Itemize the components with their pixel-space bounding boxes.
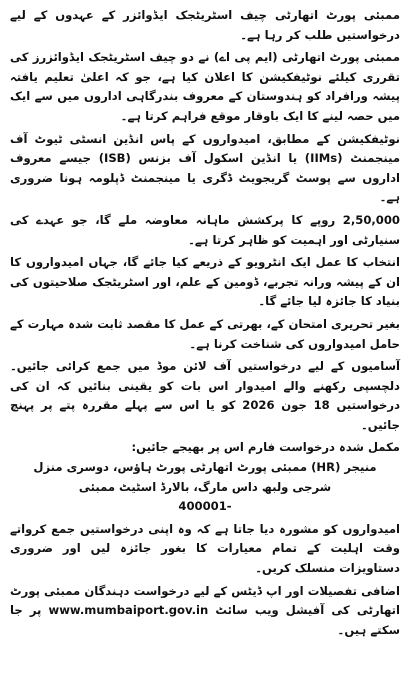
- article-paragraph-offline-mode: آسامیوں کے لیے درخواستیں آف لائن موڈ میں جمع کرائی جائیں۔ دلچسپی رکھنے والے امیدوار اس بات کو یقینی بنائیں کہ ان کی درخواستیں 18 جون 2026 کو یا اس سے پہلے مقررہ پتے پر پہنچ جائیں۔: [10, 359, 401, 432]
- address-line-1: منیجر (HR) ممبئی پورٹ اتھارٹی پورٹ ہاؤس، دوسری منزل: [33, 460, 377, 475]
- article-paragraph-notification: ممبئی پورٹ اتھارٹی (ایم پی اے) نے دو چیف اسٹریٹجک ایڈوائزرز کی تقرری کیلئے نوٹیفکیشن کا اعلان کیا ہے، جو کہ اعلیٰ تعلیم یافتہ پیشہ ورافراد کو ہندوستان کے معروف بندرگاہی اداروں میں سے ایک میں حصہ لینے کا ایک باوقار موقع فراہم کرتا ہے۔: [10, 50, 400, 123]
- address-line-2: شرجی ولبھ داس مارگ، بالارڈ اسٹیٹ ممبئی: [78, 479, 332, 494]
- article-paragraph-website: اضافی تفصیلات اور اپ ڈیٹس کے لیے درخواست دہندگان ممبئی پورٹ اتھارٹی کی آفیشل ویب سائٹ www.mumbaiport.gov.in پر جا سکتے ہیں۔: [10, 583, 400, 637]
- article-paragraph-no-exam: بغیر تحریری امتحان کے، بھرتی کے عمل کا مقصد ثابت شدہ مہارت کے حامل امیدواروں کی شناخت کرنا ہے۔: [10, 316, 400, 351]
- article-paragraph-salary: 2,50,000 روپے کا پرکشش ماہانہ معاوضہ ملے گا، جو عہدے کی سنیارٹی اور اہمیت کو ظاہر کرتا ہے۔: [10, 212, 400, 247]
- article-paragraph-selection: انتخاب کا عمل ایک انٹرویو کے ذریعے کیا جائے گا، جہاں امیدواروں کا ان کے پیشہ ورانہ تجربے، ڈومین کے علم، اور اسٹریٹجک صلاحیتوں کی بنیاد کا جائزہ لیا جائے گا۔: [10, 255, 400, 309]
- mailing-address-block: [10, 438, 400, 516]
- article-paragraph-advice: امیدواروں کو مشورہ دیا جاتا ہے کہ وہ اپنی درخواستیں جمع کرواتے وقت اہلیت کے تمام معیارات کا بغور جائزہ لیں اور ضروری دستاویزات منسلک کریں۔: [10, 521, 400, 576]
- address-pin-code: 400001-: [178, 499, 232, 514]
- article-paragraph-eligibility: نوٹیفکیشن کے مطابق، امیدواروں کے پاس انڈین انسٹی ٹیوٹ آف مینجمنٹ (IIMs) یا انڈین اسکول آف بزنس (ISB) جیسے معروف اداروں سے پوسٹ گریجویٹ ڈگری یا مینجمنٹ ڈپلومہ ہونا ضروری ہے۔: [10, 131, 400, 205]
- article-paragraph-intro: ممبئی پورٹ اتھارٹی چیف اسٹریٹجک ایڈوائزر کے عہدوں کے لیے درخواستیں طلب کر رہا ہے۔: [10, 8, 400, 42]
- address-heading: مکمل شدہ درخواست فارم اس پر بھیجے جائیں:: [131, 440, 400, 455]
